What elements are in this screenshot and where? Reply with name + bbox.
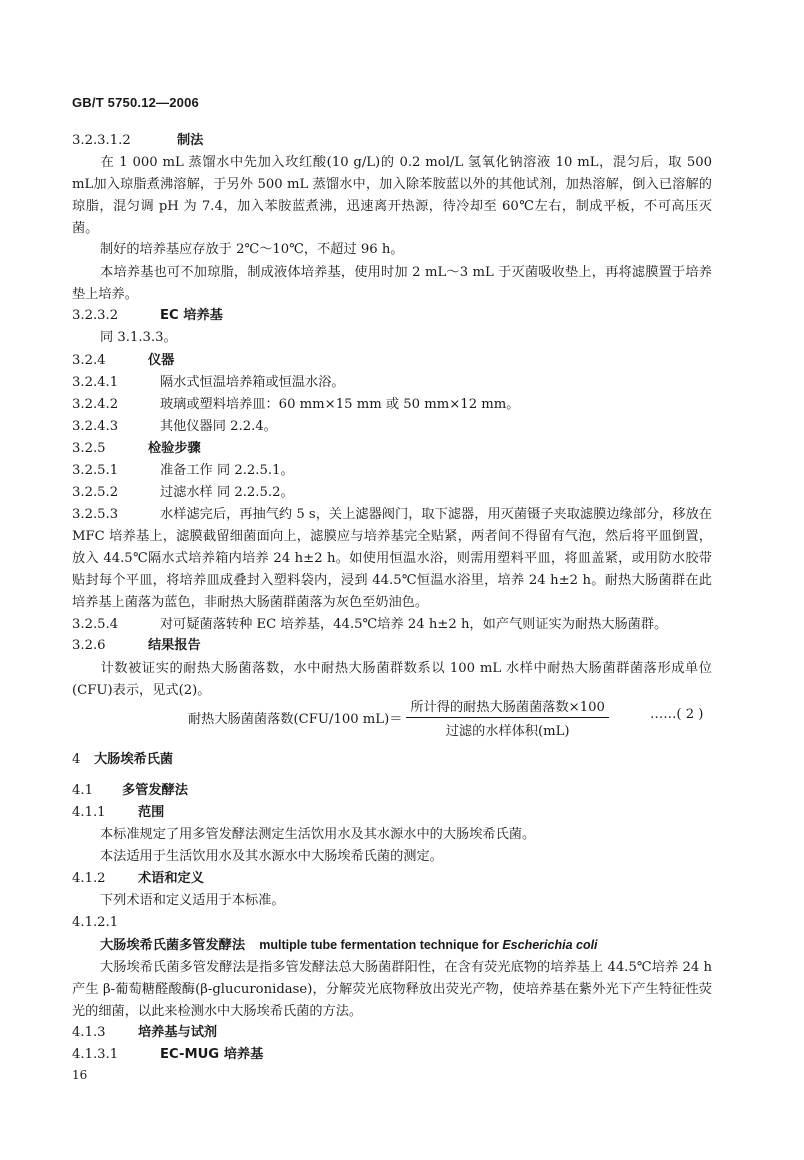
paragraph-terms: 下列术语和定义适用于本标准。 <box>100 893 285 908</box>
section-number: 3.2.4 <box>72 353 106 368</box>
section-4-1-2: 4.1.2 术语和定义 <box>72 871 204 886</box>
paragraph-liquid-medium: 本培养基也可不加琼脂，制成液体培养基，使用时加 2 mL～3 mL 于灭菌吸收垫上，再将滤膜置于培养垫上培养。 <box>72 265 712 302</box>
section-3-2-5-1: 3.2.5.1 准备工作 同 2.2.5.1。 <box>72 463 294 478</box>
section-3-2-5-2: 3.2.5.2 过滤水样 同 2.2.5.2。 <box>72 485 294 500</box>
section-number: 3.2.6 <box>72 638 106 653</box>
paragraph-result-report: 计数被证实的耐热大肠菌落数，水中耐热大肠菌群数系以 100 mL 水样中耐热大肠菌群菌落形成单位(CFU)表示，见式(2)。 <box>72 661 712 698</box>
section-title: 仪器 <box>148 353 175 368</box>
formula-fraction <box>406 696 608 739</box>
term-chinese: 大肠埃希氏菌多管发酵法 <box>100 938 246 953</box>
page-number: 16 <box>72 1068 88 1082</box>
section-4-1-3-1: 4.1.3.1 EC-MUG 培养基 <box>72 1047 264 1062</box>
section-3-2-4-1: 3.2.4.1 隔水式恒温培养箱或恒温水浴。 <box>72 375 345 390</box>
section-title: EC 培养基 <box>160 308 223 323</box>
section-3-2-5-4: 3.2.5.4 对可疑菌落转种 EC 培养基，44.5℃培养 24 h±2 h，如产气则证实为耐热大肠菌群。 <box>72 617 668 632</box>
paragraph-preparation: 在 1 000 mL 蒸馏水中先加入玫红酸(10 g/L)的 0.2 mol/L 氢氧化钠溶液 10 mL，混匀后，取 500 mL加入琼脂煮沸溶解，于另外 500 mL 蒸馏水中，加入除苯胺蓝以外的其他试剂，加热溶解，倒入已溶解的琼脂，混匀调 pH 为 7.4，加入苯胺蓝煮沸，迅速离开热源，待冷却至 60℃左右，制成平板，不可高压灭菌。 <box>72 155 712 236</box>
section-3-2-4-3: 3.2.4.3 其他仪器同 2.2.4。 <box>72 419 277 434</box>
section-number: 3.2.5 <box>72 441 106 456</box>
formula-lhs: 耐热大肠菌菌落数(CFU/100 mL)＝ <box>188 711 403 727</box>
section-3-2-3-1-2 <box>72 131 203 151</box>
section-4: 4 大肠埃希氏菌 <box>72 752 174 767</box>
section-title: 结果报告 <box>148 638 201 653</box>
section-title: 制法 <box>177 133 204 148</box>
section-4-1-1: 4.1.1 范围 <box>72 805 165 820</box>
paragraph-definition: 大肠埃希氏菌多管发酵法是指多管发酵法总大肠菌群阳性，在含有荧光底物的培养基上 44.5℃培养 24 h 产生 β-葡萄糖醛酸酶(β-glucuronidase)，分解荧光底物释放出荧光产物，使培养基在紫外光下产生特征性荧光的细菌，以此来检测水中大肠埃希氏菌的方法。 <box>72 960 712 1019</box>
section-3-2-3-2 <box>72 306 223 326</box>
standard-code-header: GB/T 5750.12—2006 <box>72 95 199 110</box>
section-4-1: 4.1 多管发酵法 <box>72 783 188 798</box>
section-4-1-3: 4.1.3 培养基与试剂 <box>72 1025 218 1040</box>
section-3-2-5 <box>72 439 201 459</box>
section-3-2-6 <box>72 636 201 656</box>
section-3-2-4-2: 3.2.4.2 玻璃或塑料培养皿：60 mm×15 mm 或 50 mm×12 mm。 <box>72 397 520 412</box>
formula-denominator: 过滤的水样体积(mL) <box>445 723 570 739</box>
paragraph-storage: 制好的培养基应存放于 2℃～10℃，不超过 96 h。 <box>100 242 404 257</box>
paragraph-scope-2: 本法适用于生活饮用水及其水源水中大肠埃希氏菌的测定。 <box>100 849 443 864</box>
section-3-2-4 <box>72 351 174 371</box>
equation-number: ……( 2 ) <box>650 707 704 722</box>
paragraph-scope-1: 本标准规定了用多管发酵法测定生活饮用水及其水源水中的大肠埃希氏菌。 <box>100 827 536 842</box>
term-english: multiple tube fermentation technique for Escherichia coli <box>259 938 598 952</box>
term-heading <box>100 935 598 956</box>
section-title: 检验步骤 <box>148 441 201 456</box>
section-number: 3.2.3.2 <box>72 308 119 323</box>
paragraph-same-as: 同 3.1.3.3。 <box>100 330 177 345</box>
section-4-1-2-1: 4.1.2.1 <box>72 915 119 930</box>
formula-numerator: 所计得的耐热大肠菌菌落数×100 <box>406 696 608 718</box>
section-3-2-5-3: 3.2.5.3 水样滤完后，再抽气约 5 s，关上滤器阀门，取下滤器，用灭菌镊子夹取滤膜边缘部分，移放在 MFC 培养基上，滤膜截留细菌面向上，滤膜应与培养基完全贴紧，两者间不得留有气泡，然后将平皿倒置，放入 44.5℃隔水式培养箱内培养 24 h±2 h。如使用恒温水浴，则需用塑料平皿，将皿盖紧，或用防水胶带贴封每个平皿，将培养皿成叠封入塑料袋内，浸到 44.5℃恒温水浴里，培养 24 h±2 h。耐热大肠菌群在此培养基上菌落为蓝色，非耐热大肠菌群菌落为灰色至奶油色。 <box>72 507 712 610</box>
formula-2 <box>188 697 609 737</box>
section-number: 3.2.3.1.2 <box>72 133 131 148</box>
